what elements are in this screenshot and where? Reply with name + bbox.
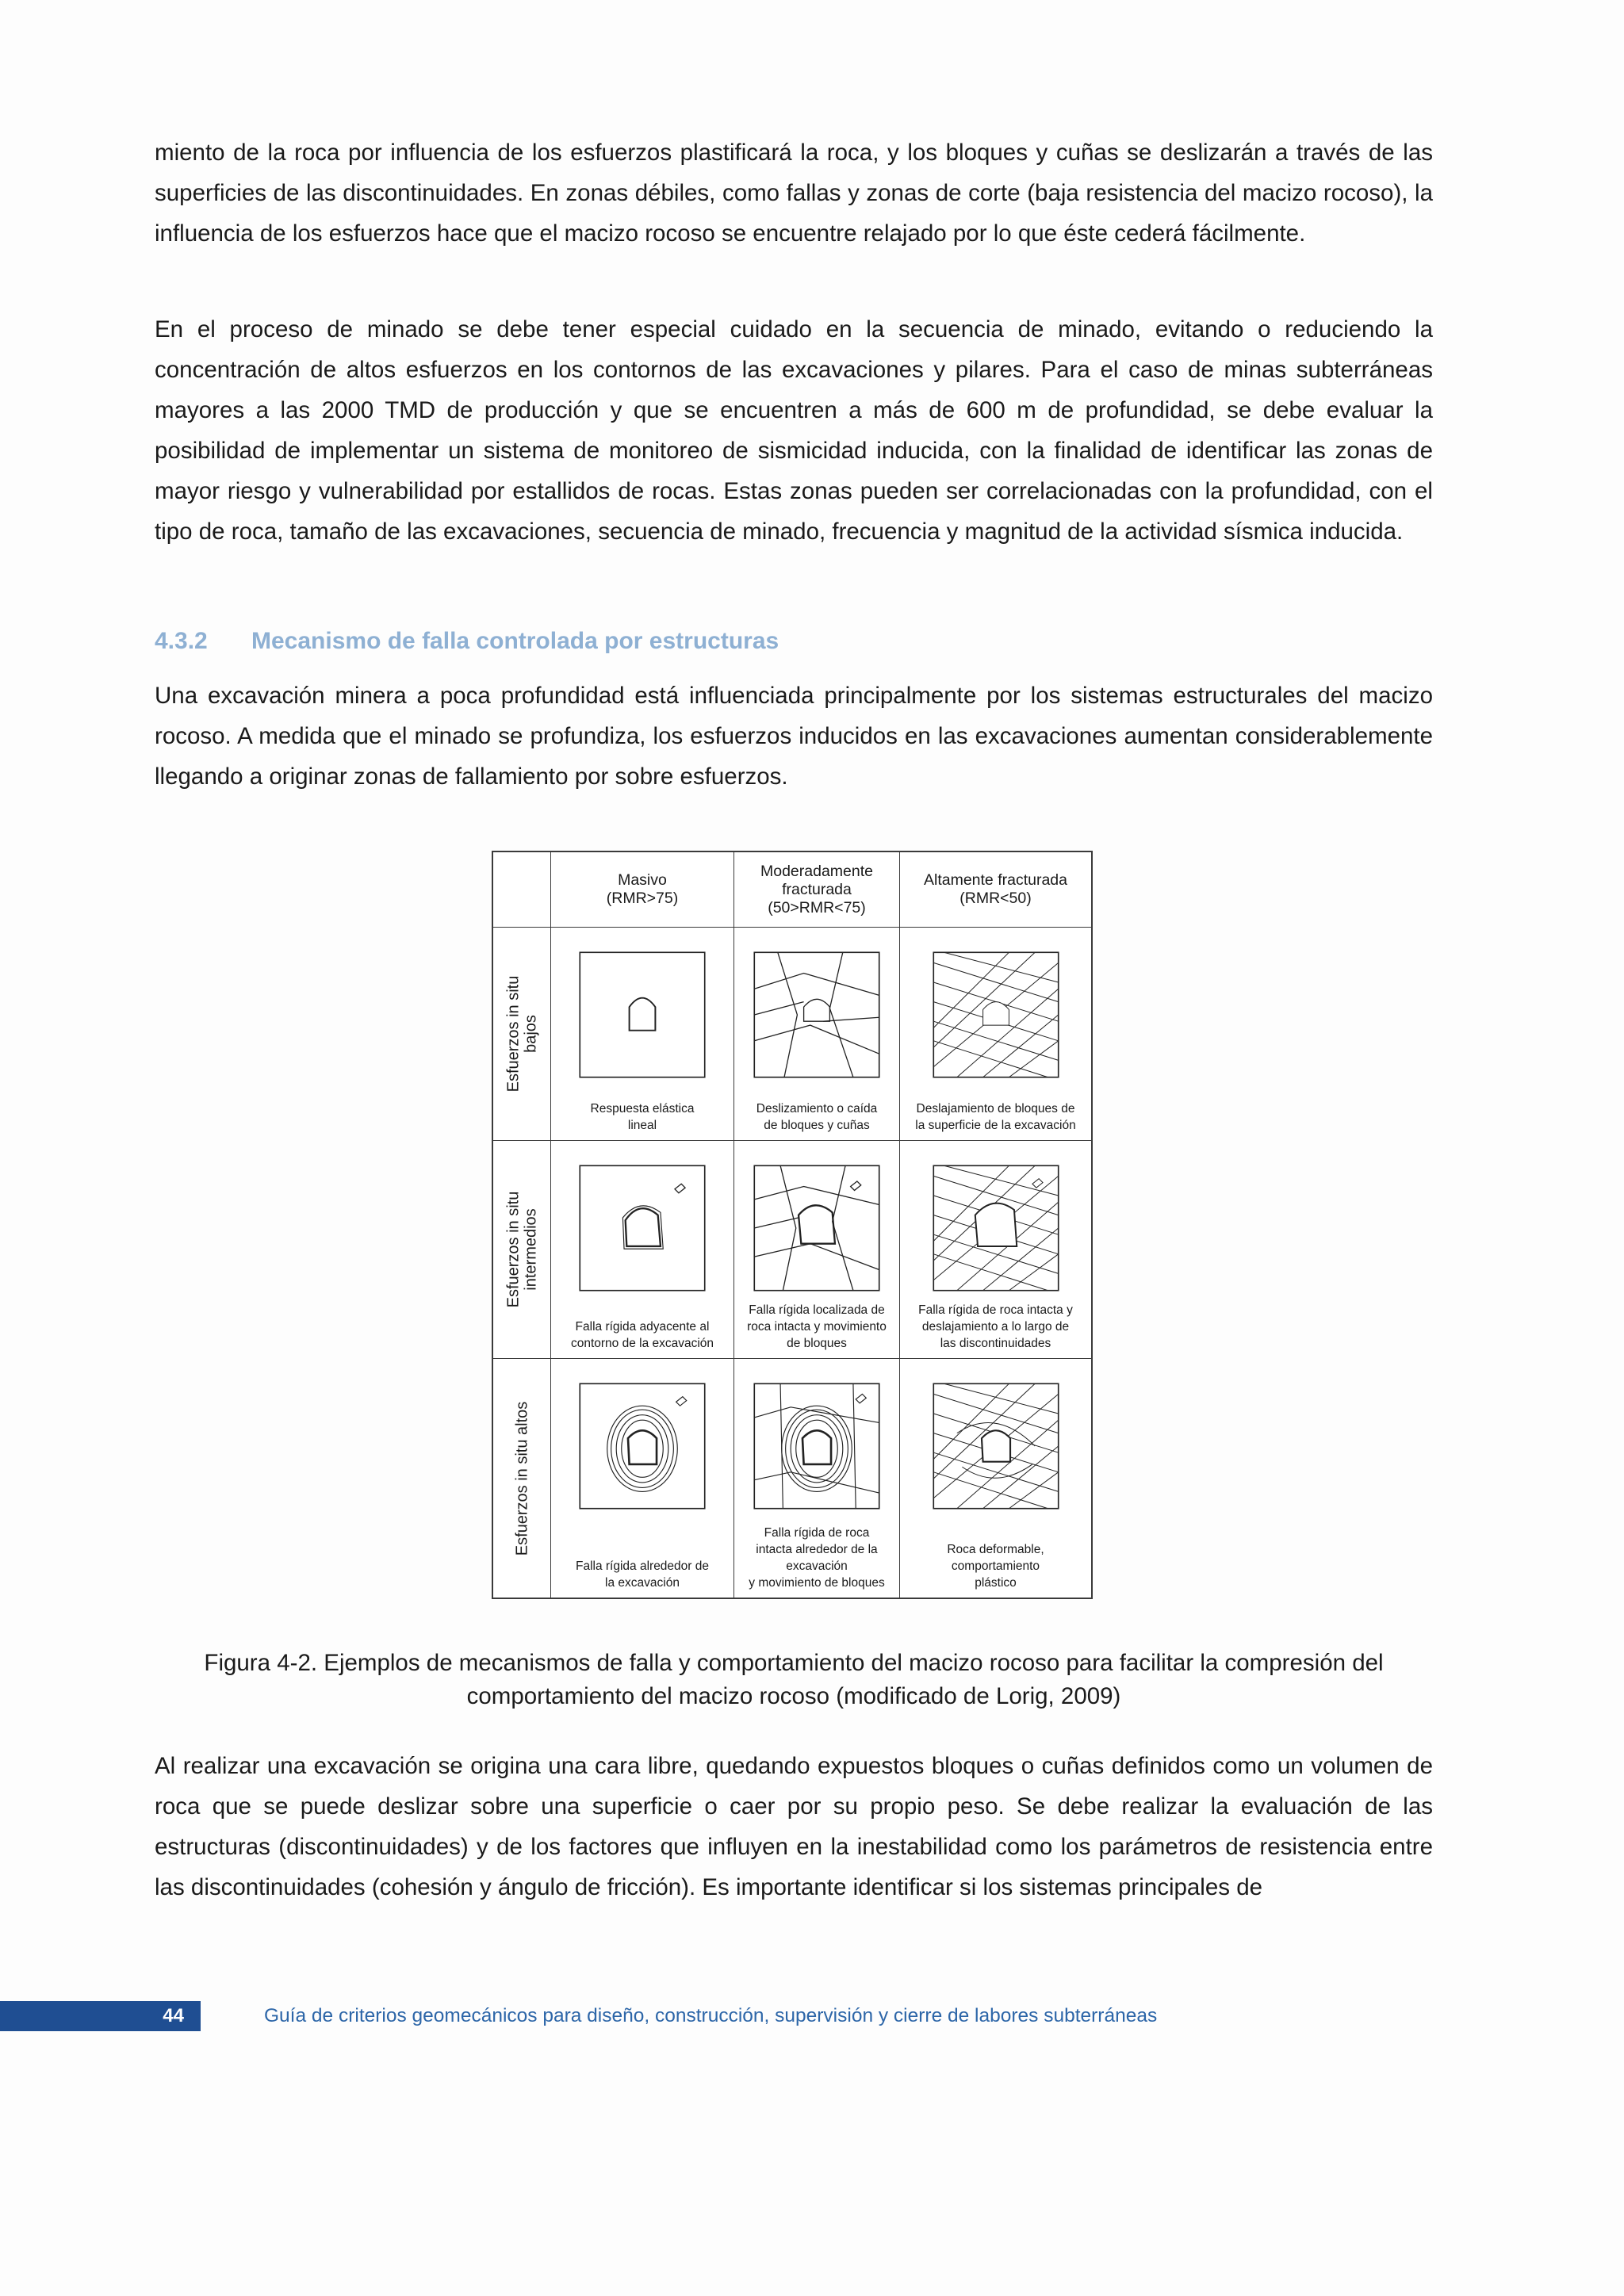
section-number: 4.3.2 [155,628,208,654]
massive-high-drawing [577,1381,707,1511]
row-header-high-stress: Esfuerzos in situ altos [493,1359,551,1598]
moderate-low-drawing [752,950,882,1080]
high-low-drawing [931,950,1061,1080]
section-heading [155,622,779,661]
paragraph-1: miento de la roca por influencia de los esfuerzos plastificará la roca, y los bloques y cuñas se deslizarán a través de las superficies de las discontinuidades. En zonas débiles, como fallas y zonas de corte (baja resistencia del macizo rocoso), la influencia de los esfuerzos hace que el macizo rocoso se encuentre relajado por lo que éste cederá fácilmente. [155,140,1433,247]
paragraph-4: Al realizar una excavación se origina una cara libre, quedando expuestos bloques o cuñas definidos como un volumen de roca que se puede deslizar sobre una superficie o caer por su propio peso. Se debe realizar la evaluación de las estructuras (discontinuidades) y de los factores que influyen en la inestabilidad como los parámetros de resistencia entre las discontinuidades (cohesión y ángulo de fricción). Es importante identificar si los sistemas principales de [155,1753,1433,1900]
row-header-low-stress: Esfuerzos in situ bajos [493,928,551,1141]
figure-caption: Figura 4-2. Ejemplos de mecanismos de falla y comportamiento del macizo rocoso para facilitar la compresión del comportamiento del macizo rocoso (modificado de Lorig, 2009) [204,1650,1384,1709]
column-header-high: Altamente fracturada (RMR<50) [900,852,1091,928]
column-header-massive: Masivo (RMR>75) [551,852,734,928]
massive-low-drawing [577,950,707,1080]
figure-cell: Roca deformable, comportamiento plástico [900,1359,1091,1598]
figure-cell: Respuesta elástica lineal [551,928,734,1141]
figure-cell: Falla rígida localizada de roca intacta y movimiento de bloques [734,1141,900,1359]
footer-title: Guía de criterios geomecánicos para diseño, construcción, supervisión y cierre de labores subterráneas [264,2005,1158,2026]
high-high-drawing [931,1381,1061,1511]
paragraph-3: Una excavación minera a poca profundidad está influenciada principalmente por los sistemas estructurales del macizo rocoso. A medida que el minado se profundiza, los esfuerzos inducidos en las excavaciones aumentan considerablemente llegando a originar zonas de fallamiento por sobre esfuerzos. [155,683,1433,790]
row-header-intermediate-stress: Esfuerzos in situ intermedios [493,1141,551,1359]
corner-cell [493,852,551,928]
figure-cell: Falla rígida de roca intacta alrededor de la excavación y movimiento de bloques [734,1359,900,1598]
figure-cell: Deslajamiento de bloques de la superficie de la excavación [900,928,1091,1141]
high-intermediate-drawing [931,1163,1061,1293]
column-header-moderate: Moderadamente fracturada (50>RMR<75) [734,852,900,928]
moderate-intermediate-drawing [752,1163,882,1293]
figure-cell: Falla rígida alrededor de la excavación [551,1359,734,1598]
massive-intermediate-drawing [577,1163,707,1293]
figure-cell: Falla rígida adyacente al contorno de la excavación [551,1141,734,1359]
paragraph-2: En el proceso de minado se debe tener especial cuidado en la secuencia de minado, evitando o reduciendo la concentración de altos esfuerzos en los contornos de las excavaciones y pilares. Para el caso de minas subterráneas mayores a las 2000 TMD de producción y que se encuentren a más de 600 m de profundidad, se debe evaluar la posibilidad de implementar un sistema de monitoreo de sismicidad inducida, con la finalidad de identificar las zonas de mayor riesgo y vulnerabilidad por estallidos de rocas. Estas zonas pueden ser correlacionadas con la profundidad, con el tipo de roca, tamaño de las excavaciones, secuencia de minado, frecuencia y magnitud de la actividad sísmica inducida. [155,316,1433,545]
moderate-high-drawing [752,1381,882,1511]
failure-mechanism-figure [492,851,1093,1599]
page-number: 44 [0,2001,201,2031]
figure-cell: Falla rígida de roca intacta y deslajamiento a lo largo de las discontinuidades [900,1141,1091,1359]
figure-cell: Deslizamiento o caída de bloques y cuñas [734,928,900,1141]
section-title: Mecanismo de falla controlada por estructuras [251,628,779,654]
